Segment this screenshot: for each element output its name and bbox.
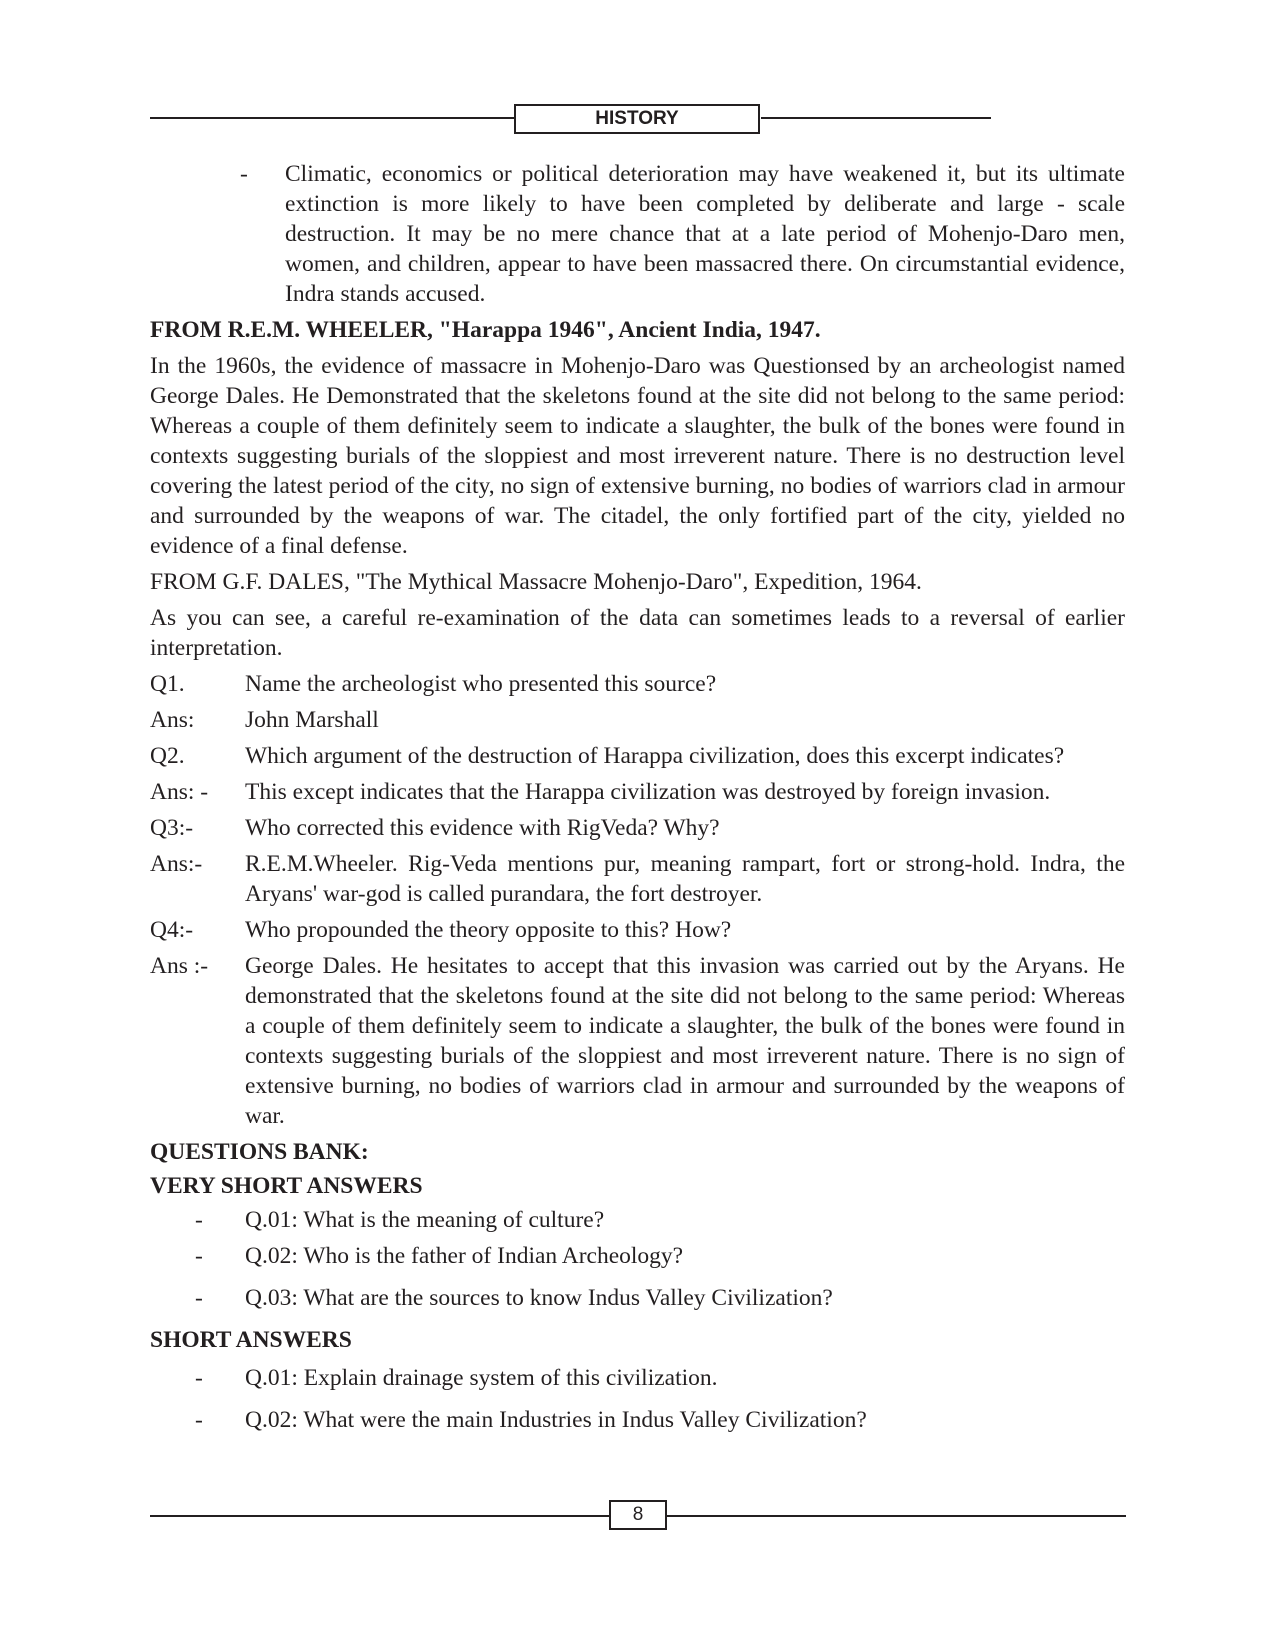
qa-label: Q4:- <box>150 917 194 943</box>
header-rule-left <box>150 117 515 119</box>
qa-text: R.E.M.Wheeler. Rig-Veda mentions pur, meaning rampart, fort or strong-hold. Indra, the Aryans' war-god is called purandara, the fort destroyer. <box>245 851 1125 907</box>
qa-label: Q2. <box>150 743 185 769</box>
qa-item <box>150 951 1125 1131</box>
page-number: 8 <box>609 1500 667 1530</box>
list-dash: - <box>195 1207 203 1233</box>
qa-item <box>150 915 1125 945</box>
intro-quote-dash: - <box>240 161 248 187</box>
qa-list <box>150 669 1125 1131</box>
qa-item <box>150 669 1125 699</box>
qa-label: Ans: <box>150 707 195 733</box>
list-dash: - <box>195 1407 203 1433</box>
header-title: HISTORY <box>514 104 760 134</box>
list-dash: - <box>195 1243 203 1269</box>
qa-text: John Marshall <box>245 707 379 733</box>
qa-label: Q3:- <box>150 815 194 841</box>
header-rule-right <box>761 117 991 119</box>
qa-text: Who corrected this evidence with RigVeda? Why? <box>245 815 720 841</box>
qa-label: Ans:- <box>150 851 203 877</box>
qa-label: Ans :- <box>150 953 209 979</box>
dales-paragraph: In the 1960s, the evidence of massacre in Mohenjo-Daro was Questionsed by an archeologist named George Dales. He Demonstrated that the skeletons found at the site did not belong to the same period: Whereas a couple of them definitely seem to indicate a slaughter, the bulk of the bones were found in contexts suggesting burials of the sloppiest and most irreverent nature. There is no destruction level covering the latest period of the city, no sign of extensive burning, no bodies of warriors clad in armour and surrounded by the weapons of war. The citadel, the only fortified part of the city, yielded no evidence of a final defense. <box>150 353 1125 559</box>
list-item <box>150 1241 1125 1271</box>
list-item <box>150 1283 1125 1313</box>
source-dales: FROM G.F. DALES, "The Mythical Massacre Mohenjo-Daro", Expedition, 1964. <box>150 569 922 595</box>
qa-text: George Dales. He hesitates to accept that this invasion was carried out by the Aryans. He demonstrated that the skeletons found at the site did not belong to the same period: Whereas a couple of them definitely seem to indicate a slaughter, the bulk of the bones were found in contexts suggesting burials of the sloppiest and most irreverent nature. There is no sign of extensive burning, no bodies of warriors clad in armour and surrounded by the weapons of war. <box>245 953 1125 1129</box>
qa-item <box>150 705 1125 735</box>
qa-label: Ans: - <box>150 779 209 805</box>
question-bank-heading: QUESTIONS BANK: <box>150 1139 369 1165</box>
list-item <box>150 1205 1125 1235</box>
list-item-text: Q.02: What were the main Industries in Indus Valley Civilization? <box>245 1407 867 1433</box>
source-wheeler: FROM R.E.M. WHEELER, "Harappa 1946", Ancient India, 1947. <box>150 317 821 343</box>
intro-quote-text: Climatic, economics or political deterioration may have weakened it, but its ultimate extinction is more likely to have been completed by deliberate and large - scale destruction. It may be no mere chance that at a late period of Mohenjo-Daro men, women, and children, appear to have been massacred there. On circumstantial evidence, Indra stands accused. <box>285 161 1125 307</box>
qa-text: Who propounded the theory opposite to this? How? <box>245 917 732 943</box>
qa-text: Name the archeologist who presented this source? <box>245 671 717 697</box>
list-item-text: Q.03: What are the sources to know Indus Valley Civilization? <box>245 1285 833 1311</box>
reexam-paragraph: As you can see, a careful re-examination of the data can sometimes leads to a reversal of earlier interpretation. <box>150 605 1125 661</box>
list-dash: - <box>195 1285 203 1311</box>
list-item <box>150 1363 1125 1393</box>
qa-label: Q1. <box>150 671 185 697</box>
footer-rule-left <box>150 1515 610 1517</box>
page-content <box>150 159 1125 1441</box>
short-answers-heading: SHORT ANSWERS <box>150 1327 352 1353</box>
very-short-heading: VERY SHORT ANSWERS <box>150 1173 423 1199</box>
qa-item <box>150 849 1125 909</box>
list-dash: - <box>195 1365 203 1391</box>
list-item-text: Q.01: Explain drainage system of this civilization. <box>245 1365 718 1391</box>
list-item <box>150 1405 1125 1435</box>
qa-item <box>150 813 1125 843</box>
qa-item <box>150 777 1125 807</box>
qa-text: Which argument of the destruction of Harappa civilization, does this excerpt indicates? <box>245 743 1065 769</box>
list-item-text: Q.01: What is the meaning of culture? <box>245 1207 605 1233</box>
footer-rule-right <box>666 1515 1126 1517</box>
qa-item <box>150 741 1125 771</box>
list-item-text: Q.02: Who is the father of Indian Archeology? <box>245 1243 684 1269</box>
intro-quote <box>150 159 1125 309</box>
qa-text: This except indicates that the Harappa civilization was destroyed by foreign invasion. <box>245 779 1051 805</box>
